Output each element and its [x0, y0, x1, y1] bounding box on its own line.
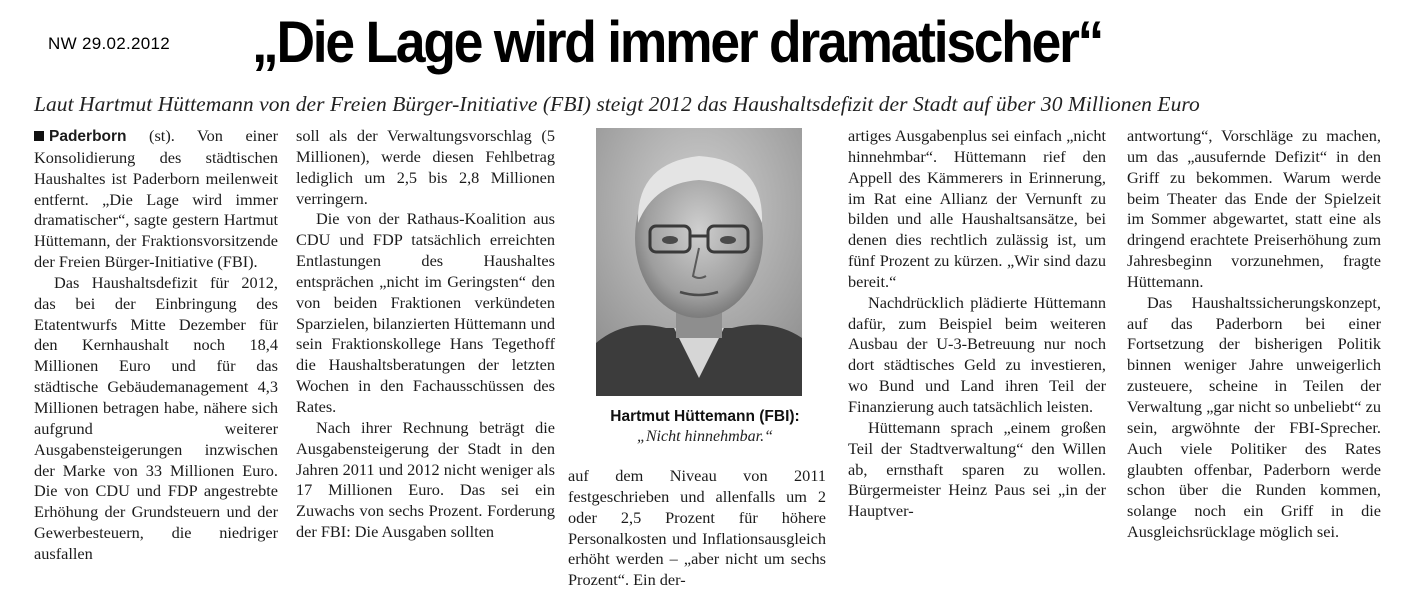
- caption-name: Hartmut Hüttemann (FBI):: [610, 408, 800, 425]
- portrait-photo: [596, 128, 802, 396]
- article-paragraph: Nach ihrer Rechnung beträgt die Ausgabensteigerung der Stadt in den Jahren 2011 und 2012 nicht weniger als 17 Millionen Euro. Das sei ein Zuwachs von sechs Prozent. Forderung der FBI: Die Ausgaben sollten: [296, 417, 555, 542]
- subheadline: Laut Hartmut Hüttemann von der Freien Bürger-Initiative (FBI) steigt 2012 das Haushaltsdefizit der Stadt auf über 30 Millionen Euro: [34, 92, 1200, 116]
- article-paragraph: Das Haushaltsdefizit für 2012, das bei der Einbringung des Etatentwurfs Mitte Dezember für den Kernhaushalt noch 18,4 Millionen Euro und für das städtische Gebäudemanagement 4,3 Millionen betragen habe, nähere sich aufgrund weiterer Ausgabensteigerungen inzwischen der Marke von 33 Millionen Euro. Die von CDU und FDP angestrebte Erhöhung der Grundsteuern und der Gewerbesteuern, die niedriger ausfallen: [34, 272, 278, 563]
- headline: „Die Lage wird immer dramatischer“: [252, 10, 1103, 75]
- article-column-1: [34, 126, 278, 565]
- article-column-5: [1127, 126, 1381, 543]
- source-date-tag: NW 29.02.2012: [48, 34, 171, 53]
- article-paragraph: antwortung“, Vorschläge zu machen, um das „ausufernde Defizit“ in den Griff zu bekommen. Warum werde beim Theater das Ende der Spielzeit im Sommer abgewartet, statt eine als dringend erachtete Preiserhöhung zum Jahresbeginn vorzunehmen, fragte Hüttemann.: [1127, 126, 1381, 291]
- photo-caption: [560, 408, 850, 446]
- paragraph-text: (st). Von einer Konsolidierung des städtischen Haushaltes ist Paderborn meilenweit entfernt. „Die Lage wird immer dramatischer“, sagte gestern Hartmut Hüttemann, der Fraktionsvorsitzende der Freien Bürger-Initiative (FBI).: [34, 126, 278, 272]
- article-column-4: [848, 126, 1106, 522]
- article-paragraph: Das Haushaltssicherungskonzept, auf das Paderborn bei einer Fortsetzung der bisherigen Politik binnen weniger Jahre unweigerlich zusteuere, scheine in Teilen der Verwaltung „gar nicht so unbeliebt“ zu sein, argwöhnte der FBI-Sprecher. Auch viele Politiker des Rates glaubten offenbar, Paderborn werde schon über die Runden kommen, solange noch ein Griff in die Ausgleichsrücklage möglich sei.: [1127, 292, 1381, 542]
- article-column-2: [296, 126, 555, 543]
- article-paragraph: auf dem Niveau von 2011 festgeschrieben und allenfalls um 2 oder 2,5 Prozent für höhere Personalkosten und Inflationsausgleich erhöht werden – „aber nicht um sechs Prozent“. Ein der-: [568, 466, 826, 590]
- article-paragraph: Nachdrücklich plädierte Hüttemann dafür, zum Beispiel beim weiteren Ausbau der U-3-Betreuung nur noch dort städtisches Geld zu investieren, wo Bund und Land ihren Teil der Finanzierung auch tatsächlich leisten.: [848, 292, 1106, 416]
- article-paragraph: Hüttemann sprach „einem großen Teil der Stadtverwaltung“ den Willen ab, ernsthaft sparen zu wollen. Bürgermeister Heinz Paus sei „in der Hauptver-: [848, 417, 1106, 521]
- caption-quote: „Nicht hinnehmbar.“: [636, 428, 773, 445]
- article-paragraph: artiges Ausgabenplus sei einfach „nicht hinnehmbar“. Hüttemann rief den Appell des Kämmerers in Erinnerung, im Rat eine Allianz der Vernunft zu bilden und alle Haushaltsansätze, bei denen dies rechtlich zulässig ist, um fünf Prozent zu kürzen. „Wir sind dazu bereit.“: [848, 126, 1106, 291]
- article-paragraph: Die von der Rathaus-Koalition aus CDU und FDP tatsächlich erreichten Entlastungen des Haushaltes entsprächen „nicht im Geringsten“ den von beiden Fraktionen verkündeten Sparzielen, bilanzierten Hüttemann und sein Fraktionskollege Hans Tegethoff die Haushaltsberatungen der letzten Wochen in den Fachausschüssen des Rates.: [296, 209, 555, 416]
- dateline: Paderborn: [49, 128, 127, 145]
- bullet-square-icon: [34, 131, 44, 141]
- article-paragraph: soll als der Verwaltungsvorschlag (5 Millionen), werde diesen Fehlbetrag lediglich um 2,5 bis 2,8 Millionen verringern.: [296, 126, 555, 208]
- article-paragraph: [34, 126, 278, 273]
- article-column-3: [568, 466, 826, 591]
